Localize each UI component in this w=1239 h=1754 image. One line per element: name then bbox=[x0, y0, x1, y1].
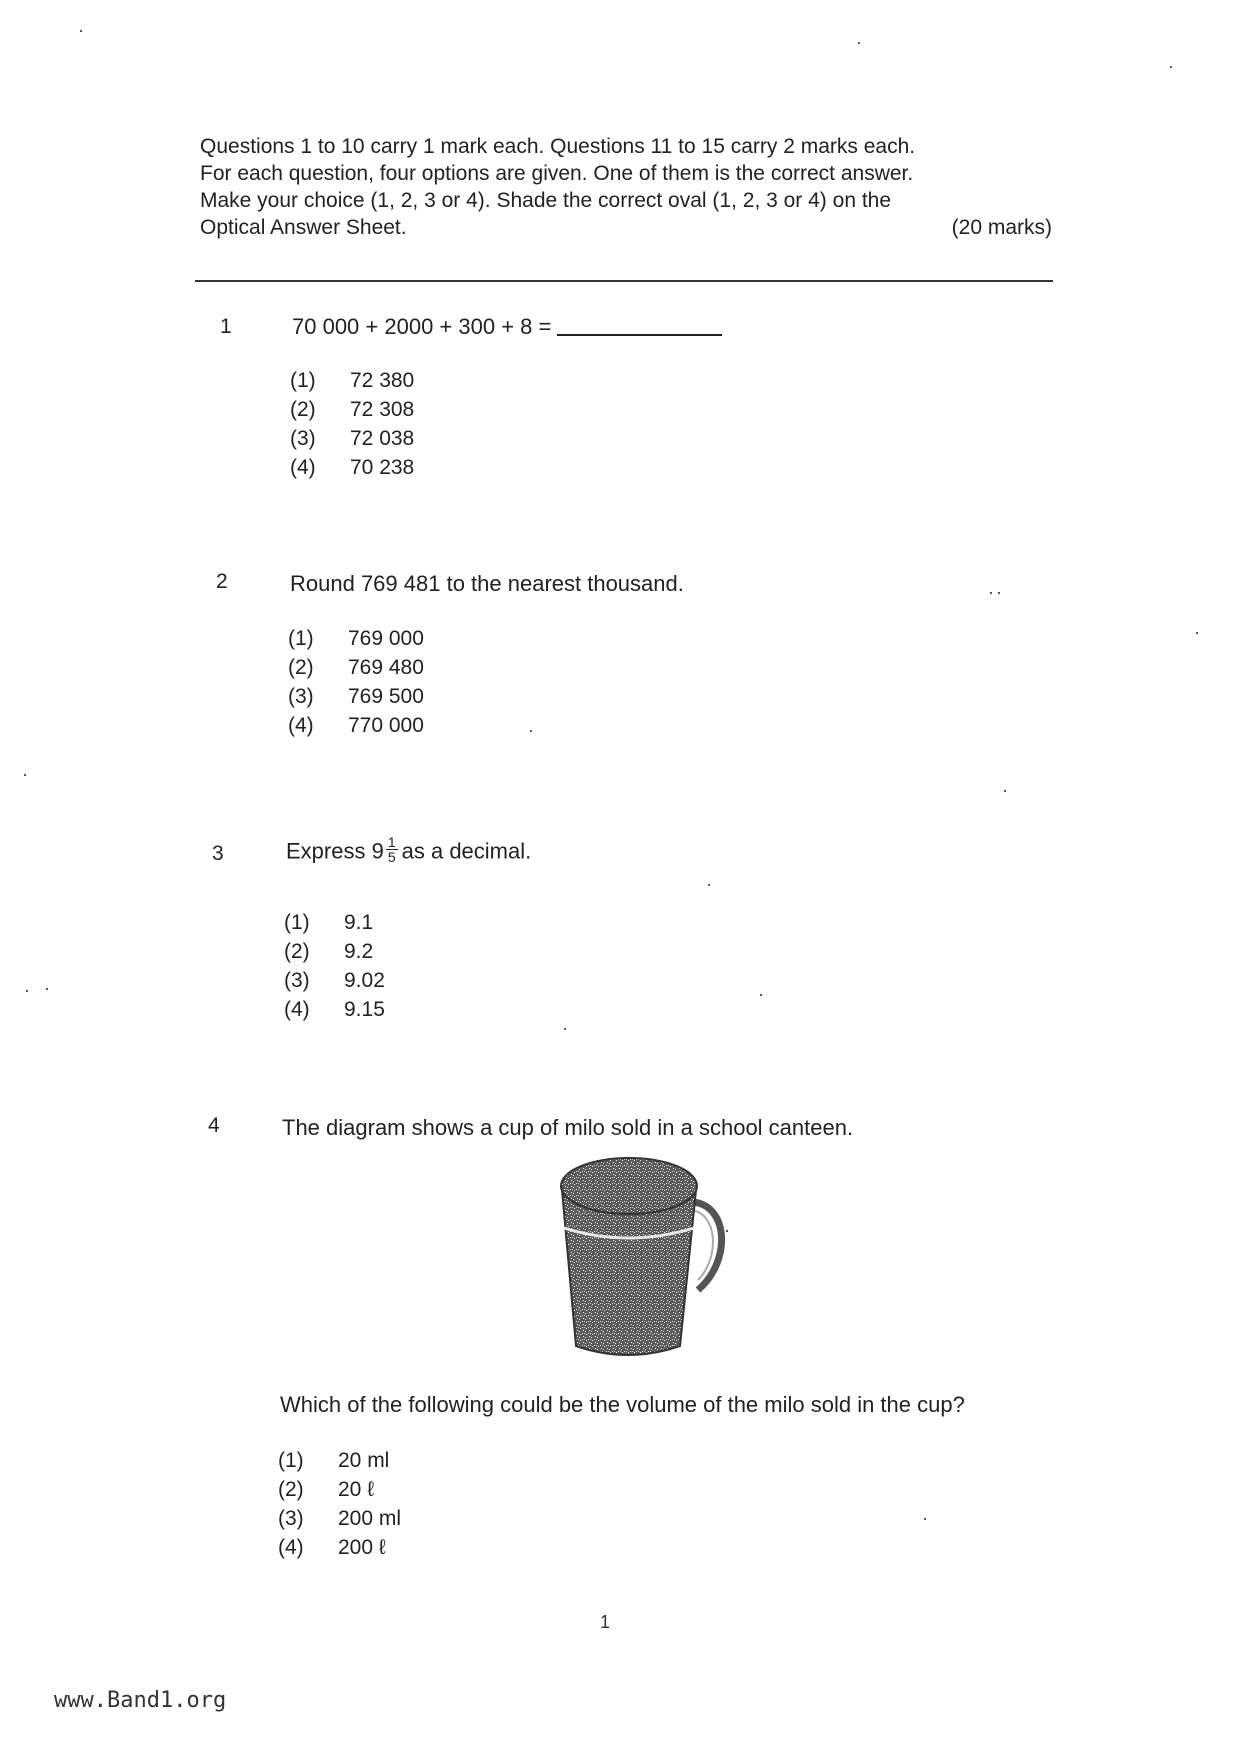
scan-speck bbox=[1196, 632, 1198, 634]
option-label: (4) bbox=[284, 998, 310, 1021]
option bbox=[278, 1475, 401, 1504]
instruction-line: For each question, four options are given. One of them is the correct answer. bbox=[200, 162, 914, 185]
scan-speck bbox=[1004, 790, 1006, 792]
option-label: (1) bbox=[290, 369, 316, 392]
option bbox=[288, 711, 424, 740]
scan-speck bbox=[1170, 66, 1172, 68]
instruction-line-last bbox=[200, 214, 1052, 241]
scan-speck bbox=[530, 730, 532, 732]
option-label: (3) bbox=[290, 427, 316, 450]
question-text-after: as a decimal. bbox=[401, 838, 532, 864]
option-label: (2) bbox=[290, 398, 316, 421]
options-list bbox=[290, 366, 414, 482]
scan-speck bbox=[924, 1518, 926, 1520]
option-value: 72 038 bbox=[350, 427, 415, 450]
option-value: 200 ℓ bbox=[338, 1536, 386, 1559]
question-text bbox=[292, 314, 722, 340]
scan-speck bbox=[24, 774, 26, 776]
option bbox=[288, 682, 424, 711]
scan-speck bbox=[990, 592, 992, 594]
option-value: 770 000 bbox=[348, 714, 424, 737]
question-number: 2 bbox=[216, 570, 228, 593]
question-text: Round 769 481 to the nearest thousand. bbox=[290, 571, 684, 596]
option bbox=[284, 937, 385, 966]
question-text bbox=[286, 834, 532, 867]
question-number: 4 bbox=[208, 1114, 220, 1137]
question-number: 1 bbox=[220, 315, 232, 338]
option-value: 9.02 bbox=[344, 969, 385, 992]
option-value: 9.2 bbox=[344, 940, 374, 963]
option bbox=[290, 395, 414, 424]
instructions bbox=[200, 133, 1052, 241]
scan-speck bbox=[26, 990, 28, 992]
option bbox=[284, 995, 385, 1024]
scan-speck bbox=[46, 988, 48, 990]
fraction-denominator: 5 bbox=[387, 849, 396, 865]
option-value: 200 ml bbox=[338, 1507, 402, 1530]
instruction-line: Optical Answer Sheet. bbox=[200, 216, 407, 239]
option bbox=[290, 453, 414, 482]
watermark-url[interactable]: www.Band1.org bbox=[54, 1688, 227, 1713]
milo-cup-diagram bbox=[548, 1150, 738, 1365]
cup-handle bbox=[690, 1202, 722, 1290]
option-value: 72 380 bbox=[350, 369, 415, 392]
option-value: 769 500 bbox=[348, 685, 424, 708]
option-value: 20 ℓ bbox=[338, 1478, 374, 1501]
option-label: (4) bbox=[290, 456, 316, 479]
section-divider bbox=[195, 280, 1053, 282]
cup-rim bbox=[561, 1158, 697, 1214]
option-label: (1) bbox=[278, 1449, 304, 1472]
scan-speck bbox=[80, 30, 82, 32]
option bbox=[278, 1446, 401, 1475]
option-value: 769 000 bbox=[348, 627, 424, 650]
option bbox=[278, 1533, 401, 1562]
question-number: 3 bbox=[212, 842, 224, 865]
option bbox=[290, 424, 414, 453]
option bbox=[284, 908, 385, 937]
instruction-line: Questions 1 to 10 carry 1 mark each. Questions 11 to 15 carry 2 marks each. bbox=[200, 135, 916, 158]
option-value: 70 238 bbox=[350, 456, 415, 479]
option bbox=[288, 653, 424, 682]
option-label: (4) bbox=[278, 1536, 304, 1559]
option bbox=[290, 366, 414, 395]
option-value: 9.15 bbox=[344, 998, 385, 1021]
option bbox=[288, 624, 424, 653]
option-value: 9.1 bbox=[344, 911, 374, 934]
subquestion-text: Which of the following could be the volume of the milo sold in the cup? bbox=[280, 1392, 965, 1417]
options-list bbox=[278, 1446, 401, 1562]
page-number: 1 bbox=[600, 1612, 611, 1632]
scan-speck bbox=[998, 592, 1000, 594]
total-marks: (20 marks) bbox=[951, 216, 1052, 239]
question-text-before: Express 9 bbox=[286, 838, 384, 864]
scan-speck bbox=[708, 884, 710, 886]
option-label: (4) bbox=[288, 714, 314, 737]
option bbox=[284, 966, 385, 995]
scan-speck bbox=[760, 994, 762, 996]
option-label: (2) bbox=[284, 940, 310, 963]
option-label: (2) bbox=[288, 656, 314, 679]
question-text: The diagram shows a cup of milo sold in a school canteen. bbox=[282, 1115, 854, 1140]
option-label: (2) bbox=[278, 1478, 304, 1501]
option-value: 72 308 bbox=[350, 398, 415, 421]
option-label: (1) bbox=[284, 911, 310, 934]
fraction-numerator: 1 bbox=[387, 834, 396, 850]
instruction-line: Make your choice (1, 2, 3 or 4). Shade the correct oval (1, 2, 3 or 4) on the bbox=[200, 189, 892, 212]
option bbox=[278, 1504, 401, 1533]
option-label: (3) bbox=[288, 685, 314, 708]
option-value: 20 ml bbox=[338, 1449, 390, 1472]
scan-speck bbox=[564, 1028, 566, 1030]
fraction bbox=[386, 835, 398, 864]
option-label: (1) bbox=[288, 627, 314, 650]
options-list bbox=[284, 908, 385, 1024]
question-text-content: 70 000 + 2000 + 300 + 8 = bbox=[292, 314, 552, 339]
scan-speck bbox=[858, 42, 860, 44]
option-label: (3) bbox=[278, 1507, 304, 1530]
options-list bbox=[288, 624, 424, 740]
option-value: 769 480 bbox=[348, 656, 424, 679]
answer-blank bbox=[557, 314, 722, 336]
option-label: (3) bbox=[284, 969, 310, 992]
